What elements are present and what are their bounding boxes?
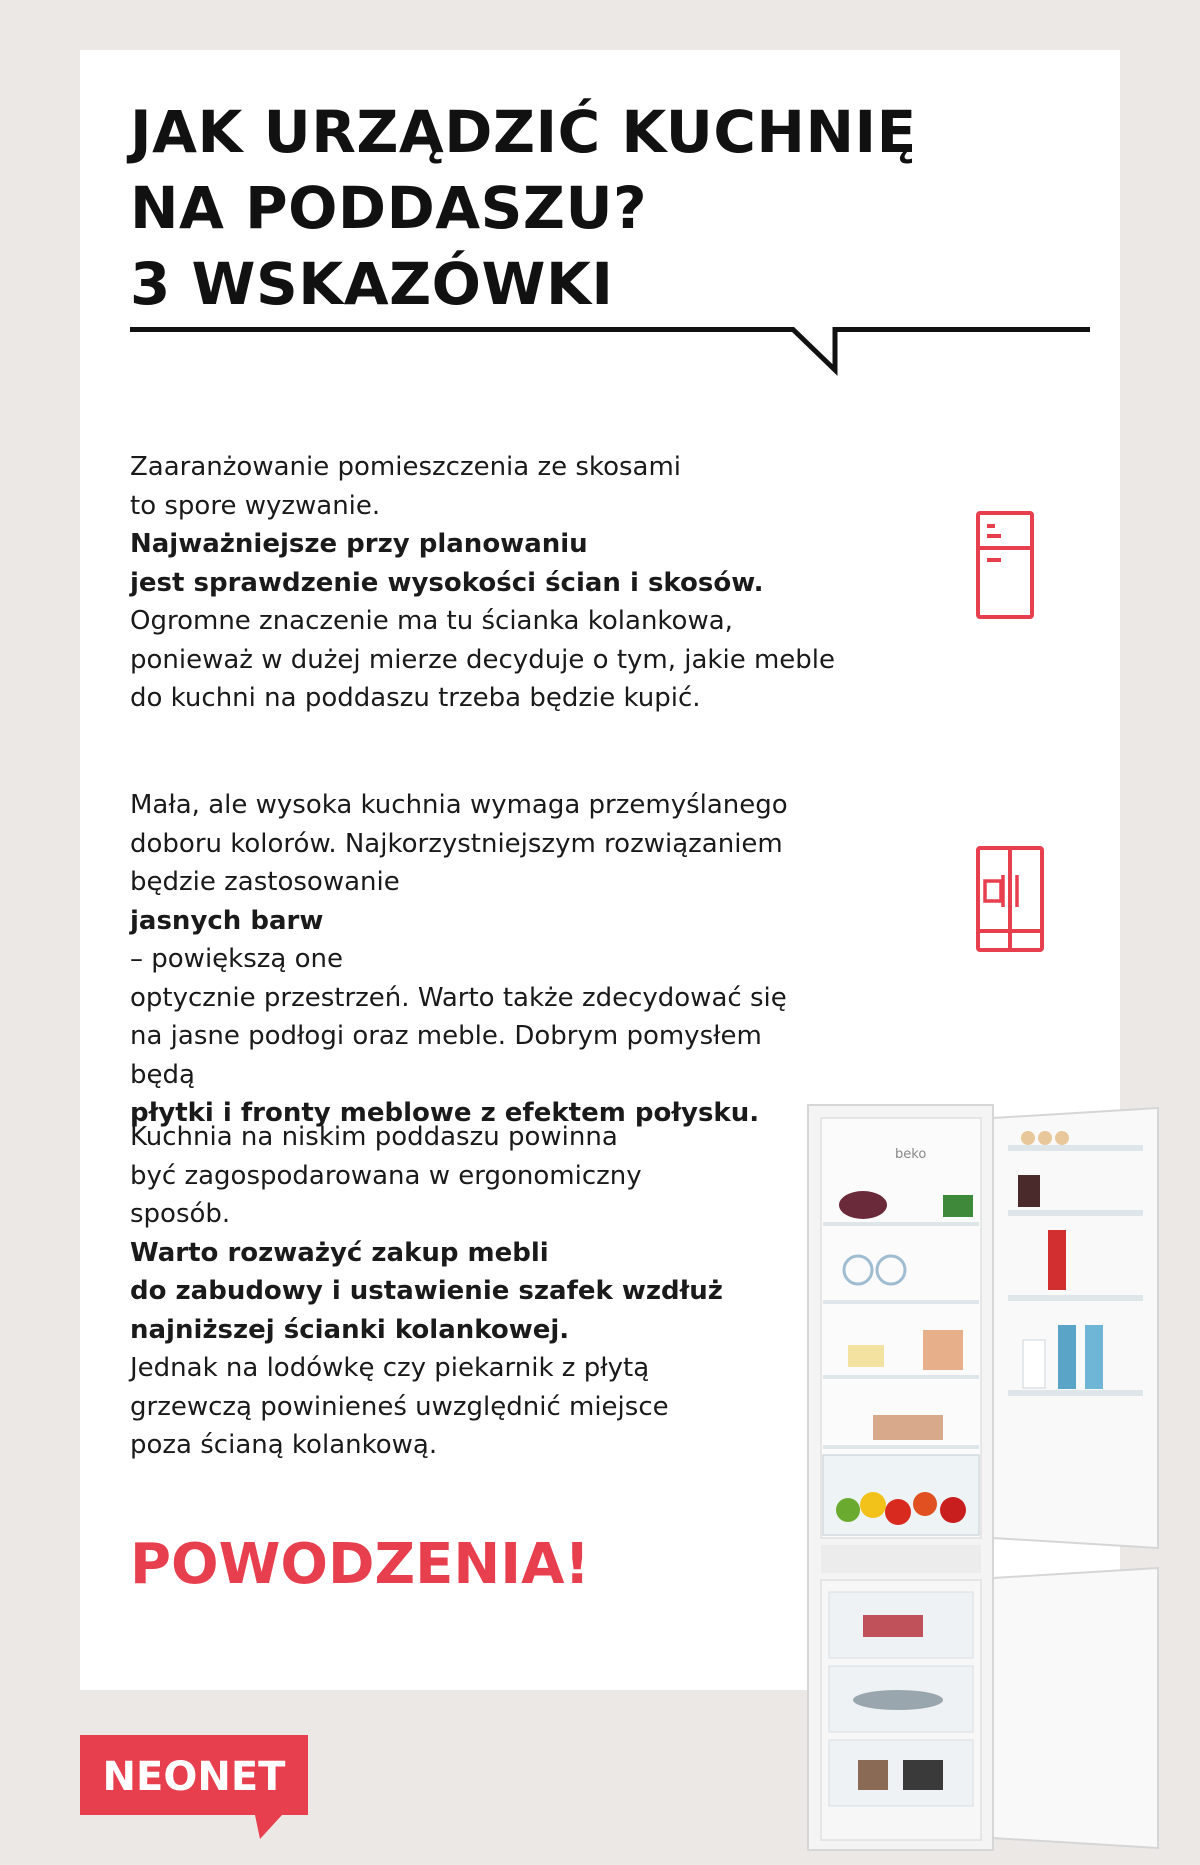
tip-paragraph-1	[130, 448, 835, 718]
tip-line	[130, 641, 835, 680]
tip-line	[130, 1017, 788, 1056]
closing-slogan: POWODZENIA!	[130, 1532, 590, 1597]
tip-line	[130, 448, 835, 487]
text-segment: będzie zastosowanie	[130, 867, 400, 897]
text-segment: Kuchnia na niskim poddaszu powinna	[130, 1122, 618, 1152]
tip-line	[130, 1118, 723, 1157]
refrigerator-icon	[975, 510, 1035, 620]
tip-line	[130, 825, 788, 864]
built-in-fridge-image	[803, 1100, 1163, 1860]
title-line: NA PODDASZU?	[130, 174, 648, 242]
side-by-side-fridge-icon	[975, 845, 1045, 955]
tip-line	[130, 1349, 723, 1388]
bold-text: Warto rozważyć zakup mebli	[130, 1237, 549, 1268]
tip-line	[130, 602, 835, 641]
text-segment: doboru kolorów. Najkorzystniejszym rozwiązaniem	[130, 828, 783, 859]
bold-text: Najważniejsze przy planowaniu	[130, 529, 588, 559]
logo-text: NEONET	[102, 1754, 286, 1800]
tip-line	[130, 1195, 723, 1272]
text-segment: Mała, ale wysoka kuchnia wymaga przemyślanego	[130, 790, 788, 820]
tip-paragraph-3	[130, 1118, 723, 1465]
tip-line	[130, 564, 835, 603]
bold-text: najniższej ścianki kolankowej.	[130, 1314, 570, 1345]
tip-line	[130, 679, 835, 718]
bold-text: do zabudowy i ustawienie szafek wzdłuż	[130, 1276, 723, 1306]
text-segment: będą	[130, 1059, 195, 1090]
tip-line	[130, 1426, 723, 1465]
neonet-logo	[80, 1735, 310, 1845]
fridge-brand-mark: beko	[895, 1147, 927, 1162]
tip-line	[130, 863, 788, 979]
tip-line	[130, 1311, 723, 1350]
text-segment: grzewczą powinieneś uwzględnić miejsce	[130, 1391, 669, 1422]
text-segment: Ogromne znaczenie ma tu ścianka kolankowa,	[130, 606, 733, 636]
text-segment: ponieważ w dużej mierze decyduje o tym, jakie meble	[130, 644, 836, 675]
tip-line	[130, 1388, 723, 1427]
tip-line	[130, 786, 788, 825]
text-segment: Zaaranżowanie pomieszczenia ze skosami	[130, 452, 682, 482]
speech-bubble-underline	[130, 327, 1090, 377]
page-title	[130, 94, 1090, 322]
tip-line	[130, 1272, 723, 1311]
bold-text: płytki i fronty meblowe z efektem połysku.	[130, 1098, 760, 1128]
title-line: JAK URZĄDZIĆ KUCHNIĘ	[130, 98, 917, 166]
text-segment: na jasne podłogi oraz meble. Dobrym pomysłem	[130, 1021, 762, 1051]
text-segment: sposób.	[130, 1199, 231, 1229]
text-segment: – powiększą one	[130, 944, 343, 974]
tip-line	[130, 979, 788, 1018]
text-segment: poza ścianą kolankową.	[130, 1430, 438, 1460]
text-segment: optycznie przestrzeń. Warto także zdecydować się	[130, 982, 787, 1013]
bold-text: jasnych barw	[130, 905, 324, 936]
tip-line	[130, 487, 835, 564]
text-segment: być zagospodarowana w ergonomiczny	[130, 1160, 642, 1191]
text-segment: to spore wyzwanie.	[130, 490, 381, 521]
title-line: 3 WSKAZÓWKI	[130, 250, 614, 318]
tip-paragraph-2	[130, 786, 788, 1133]
tip-line	[130, 1157, 723, 1196]
text-segment: do kuchni na poddaszu trzeba będzie kupić.	[130, 683, 701, 713]
text-segment: Jednak na lodówkę czy piekarnik z płytą	[130, 1353, 650, 1383]
bold-text: jest sprawdzenie wysokości ścian i skosów.	[130, 567, 764, 598]
